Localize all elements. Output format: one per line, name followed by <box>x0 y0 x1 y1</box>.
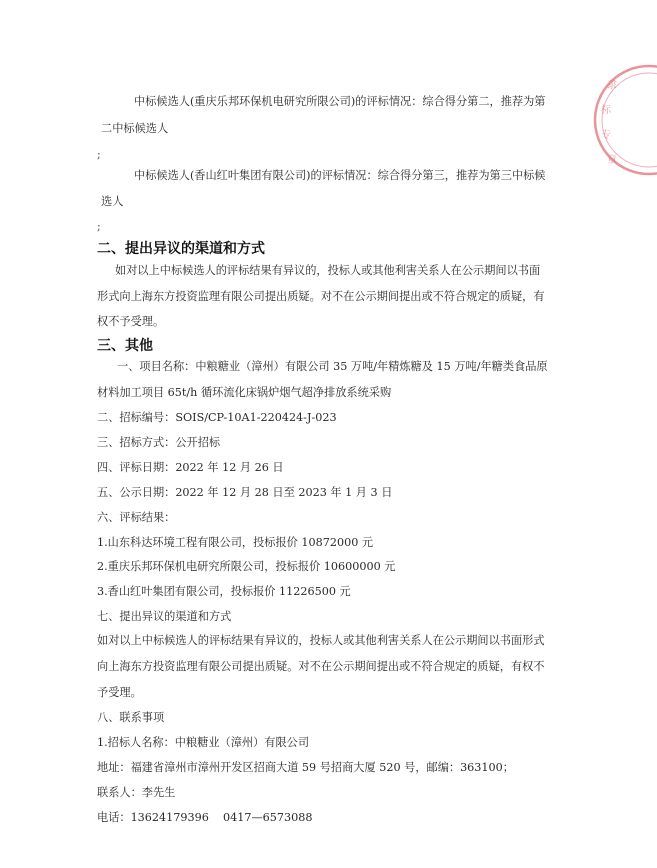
candidate-second-line2: 二中标候选人 <box>101 122 169 135</box>
separator: ; <box>97 220 101 233</box>
result-item: 2.重庆乐邦环保机电研究所限公司，投标报价 10600000 元 <box>97 560 396 573</box>
objection-paragraph-line: 形式向上海东方投资监理有限公司提出质疑。对不在公示期间提出或不符合规定的质疑，有 <box>97 290 545 303</box>
candidate-second-line1: 中标候选人(重庆乐邦环保机电研究所限公司)的评标情况：综合得分第二，推荐为第 <box>134 95 546 108</box>
objection-text-line: 予受理。 <box>97 686 142 699</box>
candidate-third-line2: 选人 <box>101 195 124 208</box>
tender-method: 三、招标方式：公开招标 <box>97 436 221 449</box>
phone-secondary: 0417—6573088 <box>223 811 313 824</box>
objection-paragraph-line: 权不予受理。 <box>97 315 165 328</box>
address: 地址：福建省漳州市漳州开发区招商大道 59 号招商大厦 520 号，邮编：363100； <box>97 761 514 774</box>
svg-text:章: 章 <box>607 155 617 166</box>
section-heading-objection: 二、提出异议的渠道和方式 <box>97 241 265 257</box>
tender-number: 二、招标编号：SOIS/CP-10A1-220424-J-023 <box>97 411 337 424</box>
objection-channel-heading: 七、提出异议的渠道和方式 <box>97 610 232 623</box>
red-seal-stamp <box>587 58 657 178</box>
contact-heading: 八、联系事项 <box>97 711 165 724</box>
svg-text:隶: 隶 <box>607 80 617 91</box>
separator: ; <box>97 148 101 161</box>
evaluation-result-heading: 六、评标结果： <box>97 511 176 524</box>
objection-text-line: 向上海东方投资监理有限公司提出质疑。对不在公示期间提出或不符合规定的质疑，有权不 <box>97 660 545 673</box>
result-item: 3.香山红叶集团有限公司，投标报价 11226500 元 <box>97 585 351 598</box>
result-item: 1.山东科达环境工程有限公司，投标报价 10872000 元 <box>97 536 374 549</box>
evaluation-date: 四、评标日期：2022 年 12 月 26 日 <box>97 461 284 474</box>
section-heading-other: 三、其他 <box>97 338 153 354</box>
project-name-line2: 材料加工项目 65t/h 循环流化床锅炉烟气超净排放系统采购 <box>97 386 392 399</box>
objection-text-line: 如对以上中标候选人的评标结果有异议的，投标人或其他利害关系人在公示期间以书面形式 <box>97 634 545 647</box>
svg-text:专: 专 <box>601 130 611 141</box>
phone: 电话：13624179396 <box>97 811 209 824</box>
objection-paragraph-line: 如对以上中标候选人的评标结果有异议的，投标人或其他利害关系人在公示期间以书面 <box>115 264 541 277</box>
publicity-date: 五、公示日期：2022 年 12 月 28 日至 2023 年 1 月 3 日 <box>97 486 393 499</box>
tenderer-name: 1.招标人名称：中粮糖业（漳州）有限公司 <box>97 736 310 749</box>
contact-person: 联系人：李先生 <box>97 786 176 799</box>
project-name-line1: 一、项目名称：中粮糖业（漳州）有限公司 35 万吨/年精炼糖及 15 万吨/年糖类食品原 <box>117 360 548 373</box>
svg-text:标: 标 <box>601 105 611 116</box>
candidate-third-line1: 中标候选人(香山红叶集团有限公司)的评标情况：综合得分第三，推荐为第三中标候 <box>134 169 546 182</box>
